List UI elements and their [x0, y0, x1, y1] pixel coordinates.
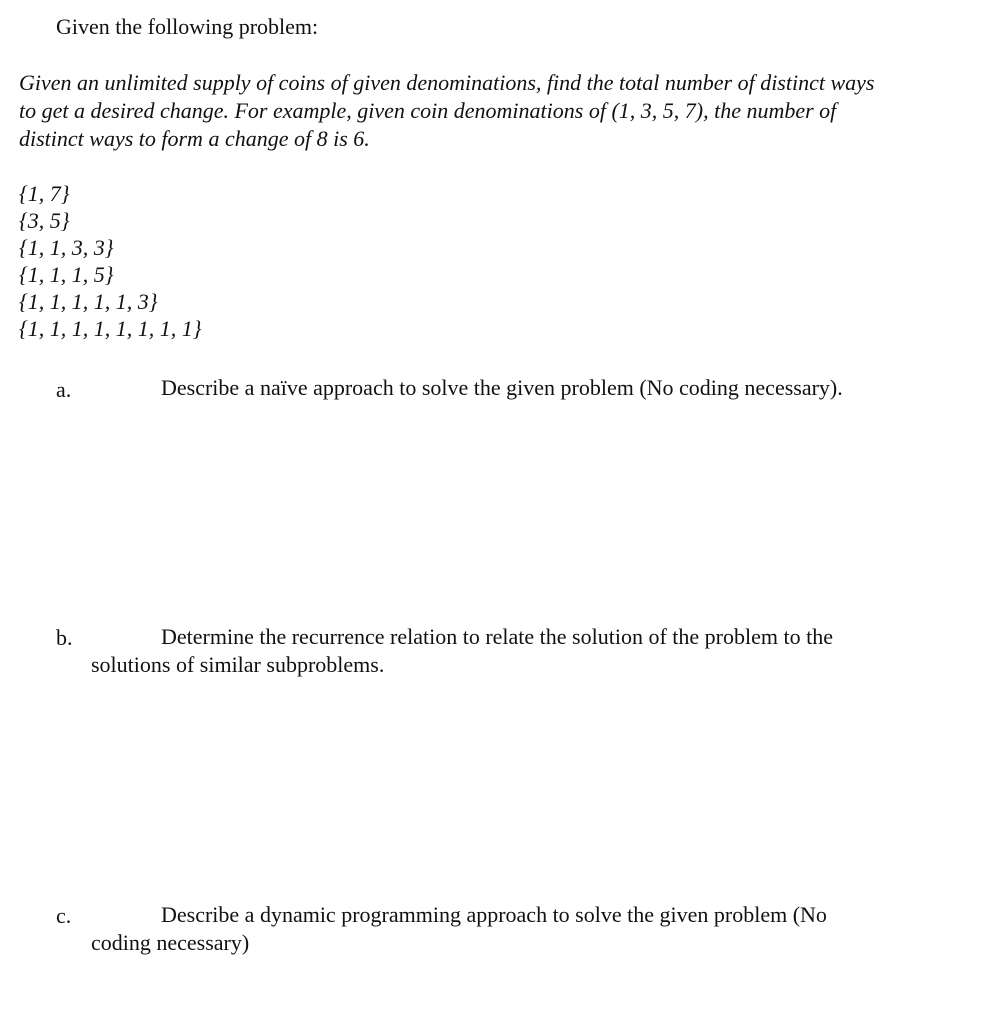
question-c-label: c.: [56, 903, 72, 928]
combination-4: {1, 1, 1, 5}: [19, 262, 114, 287]
problem-line-1: Given an unlimited supply of coins of given denominations, find the total number of distinct ways: [19, 70, 875, 95]
problem-line-2: to get a desired change. For example, given coin denominations of (1, 3, 5, 7), the number of: [19, 98, 837, 123]
question-c-text-line-2: coding necessary): [91, 930, 250, 955]
problem-line-3: distinct ways to form a change of 8 is 6.: [19, 126, 370, 151]
combination-5: {1, 1, 1, 1, 1, 3}: [19, 289, 158, 314]
question-b-text-line-2: solutions of similar subproblems.: [91, 652, 385, 677]
question-b-label: b.: [56, 625, 73, 650]
combination-3: {1, 1, 3, 3}: [19, 235, 114, 260]
combination-1: {1, 7}: [19, 181, 70, 206]
page-heading: Given the following problem:: [56, 14, 319, 39]
question-a-label: a.: [56, 377, 72, 402]
combination-2: {3, 5}: [19, 208, 70, 233]
combination-6: {1, 1, 1, 1, 1, 1, 1, 1}: [19, 316, 202, 341]
question-b-text-line-1: Determine the recurrence relation to relate the solution of the problem to the: [161, 624, 833, 649]
question-c-text-line-1: Describe a dynamic programming approach to solve the given problem (No: [161, 902, 827, 927]
question-a-text-line-1: Describe a naïve approach to solve the given problem (No coding necessary).: [161, 375, 843, 400]
